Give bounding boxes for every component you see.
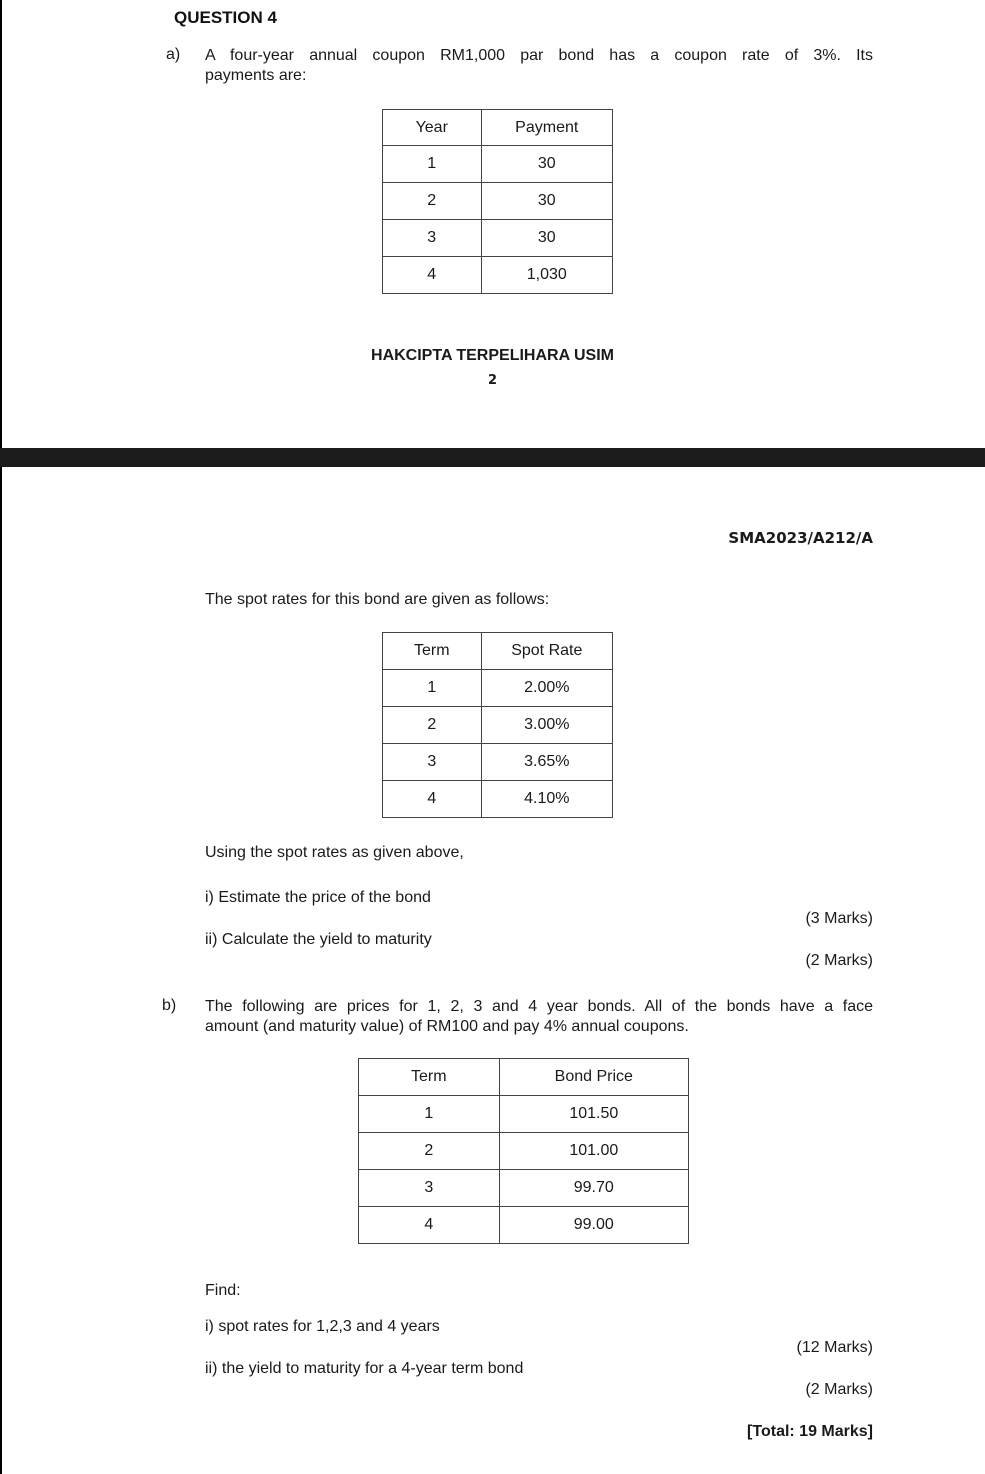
table-row	[383, 183, 613, 220]
part-a-question-ii-marks: (2 Marks)	[805, 952, 873, 969]
table-header-row	[383, 633, 613, 670]
using-spot-rates-text: Using the spot rates as given above,	[205, 844, 464, 861]
table-cell: 3	[383, 220, 482, 257]
column-header-bond-price: Bond Price	[499, 1059, 688, 1096]
table-cell: 1	[383, 146, 482, 183]
table-row	[359, 1096, 689, 1133]
part-b-question-i-marks: (12 Marks)	[796, 1339, 873, 1356]
part-a-intro-line1: A four-year annual coupon RM1,000 par bond has a coupon rate of 3%. Its	[205, 47, 873, 64]
page-separator	[0, 448, 985, 467]
part-b-question-ii-marks: (2 Marks)	[805, 1381, 873, 1398]
course-code: SMA2023/A212/A	[728, 529, 873, 547]
table-cell: 3	[383, 744, 482, 781]
find-label: Find:	[205, 1282, 241, 1299]
table-cell: 30	[481, 183, 613, 220]
part-b-intro	[205, 997, 873, 1037]
table-cell: 1,030	[481, 257, 613, 294]
part-b-question-i: i) spot rates for 1,2,3 and 4 years	[205, 1318, 440, 1335]
copyright-footer: HAKCIPTA TERPELIHARA USIM	[371, 347, 614, 364]
spot-rates-table	[382, 632, 613, 818]
table-cell: 1	[383, 670, 482, 707]
table-cell: 99.70	[499, 1170, 688, 1207]
table-row	[383, 257, 613, 294]
table-row	[383, 707, 613, 744]
table-row	[359, 1170, 689, 1207]
table-cell: 3.65%	[481, 744, 612, 781]
table-cell: 2	[383, 183, 482, 220]
table-header-row	[383, 110, 613, 146]
column-header-term: Term	[359, 1059, 500, 1096]
part-b-intro-line1: The following are prices for 1, 2, 3 and 4 year bonds. All of the bonds have a face	[205, 998, 873, 1015]
table-row	[383, 744, 613, 781]
part-a-question-i-marks: (3 Marks)	[805, 910, 873, 927]
table-cell: 2	[359, 1133, 500, 1170]
table-cell: 1	[359, 1096, 500, 1133]
part-b-intro-line2: amount (and maturity value) of RM100 and pay 4% annual coupons.	[205, 1018, 689, 1035]
part-b-label: b)	[162, 997, 177, 1014]
column-header-payment: Payment	[481, 110, 613, 146]
table-header-row	[359, 1059, 689, 1096]
table-row	[383, 781, 613, 818]
table-cell: 4.10%	[481, 781, 612, 818]
table-cell: 4	[383, 781, 482, 818]
part-a-intro	[205, 46, 873, 86]
column-header-term: Term	[383, 633, 482, 670]
table-cell: 2.00%	[481, 670, 612, 707]
table-row	[383, 146, 613, 183]
table-cell: 3	[359, 1170, 500, 1207]
part-a-intro-line2: payments are:	[205, 67, 307, 84]
table-cell: 30	[481, 220, 613, 257]
page-left-border	[0, 467, 2, 1474]
part-a-question-i: i) Estimate the price of the bond	[205, 889, 431, 906]
table-cell: 99.00	[499, 1207, 688, 1244]
payments-table	[382, 109, 613, 294]
table-cell: 2	[383, 707, 482, 744]
table-cell: 4	[383, 257, 482, 294]
column-header-spot-rate: Spot Rate	[481, 633, 612, 670]
table-cell: 4	[359, 1207, 500, 1244]
page-number: 2	[487, 373, 498, 388]
table-cell: 101.00	[499, 1133, 688, 1170]
column-header-year: Year	[383, 110, 482, 146]
part-a-question-ii: ii) Calculate the yield to maturity	[205, 931, 432, 948]
table-row	[383, 670, 613, 707]
table-row	[359, 1207, 689, 1244]
total-marks: [Total: 19 Marks]	[747, 1423, 873, 1440]
part-a-label: a)	[166, 46, 181, 63]
bond-prices-table	[358, 1058, 689, 1244]
spot-rates-intro: The spot rates for this bond are given as follows:	[205, 591, 550, 608]
table-cell: 101.50	[499, 1096, 688, 1133]
table-cell: 30	[481, 146, 613, 183]
table-row	[383, 220, 613, 257]
question-title: QUESTION 4	[174, 8, 277, 27]
part-b-question-ii: ii) the yield to maturity for a 4-year term bond	[205, 1360, 524, 1377]
table-row	[359, 1133, 689, 1170]
table-cell: 3.00%	[481, 707, 612, 744]
